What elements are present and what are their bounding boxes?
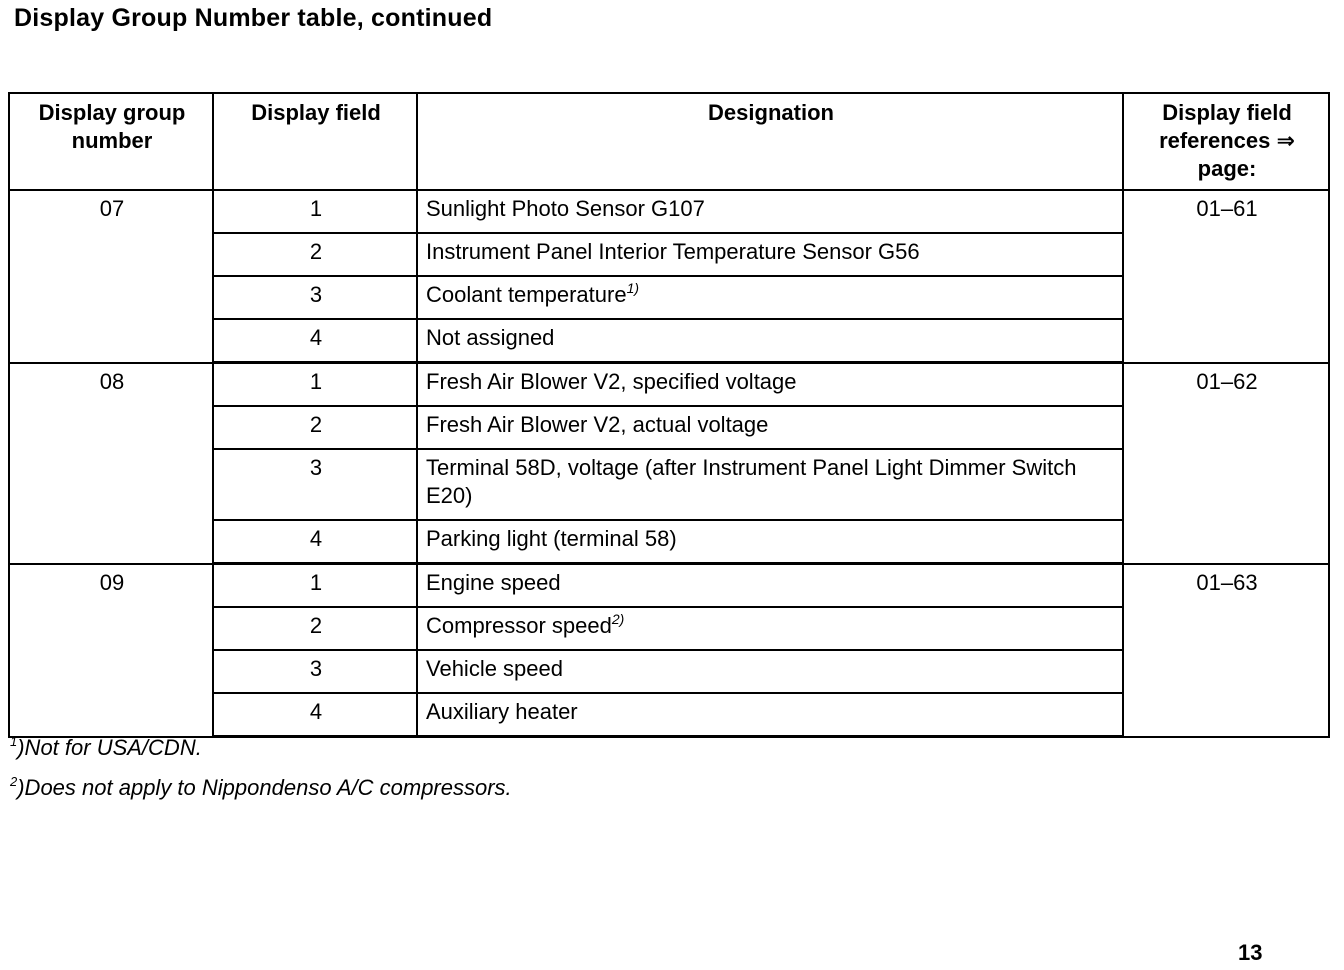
display-field-cell: 2 — [213, 406, 417, 449]
display-field-cell: 4 — [213, 693, 417, 737]
footnote-text: )Does not apply to Nippondenso A/C compressors. — [17, 775, 512, 800]
footnote-mark: 2 — [10, 774, 18, 789]
designation-text: Fresh Air Blower V2, specified voltage — [426, 369, 797, 394]
display-field-cell: 1 — [213, 190, 417, 233]
table-row — [9, 190, 1329, 233]
designation-text: Terminal 58D, voltage (after Instrument Panel Light Dimmer Switch E20) — [426, 455, 1077, 508]
designation-cell — [417, 607, 1123, 650]
display-field-cell: 2 — [213, 607, 417, 650]
footnote-reference: 1) — [626, 280, 640, 296]
footnote-text: )Not for USA/CDN. — [17, 735, 202, 760]
designation-cell — [417, 520, 1123, 564]
header-display-field: Display field — [213, 93, 417, 190]
designation-text: Vehicle speed — [426, 656, 563, 681]
display-field-cell: 3 — [213, 276, 417, 319]
footnote-mark: 1 — [10, 734, 18, 749]
reference-page-cell: 01–63 — [1123, 564, 1329, 737]
designation-cell — [417, 449, 1123, 520]
designation-cell — [417, 276, 1123, 319]
footnote-reference: 2) — [611, 611, 625, 627]
designation-text: Instrument Panel Interior Temperature Sensor G56 — [426, 239, 920, 264]
table-header-row — [9, 93, 1329, 190]
designation-text: Auxiliary heater — [426, 699, 578, 724]
designation-text: Compressor speed — [426, 613, 612, 638]
display-group-table — [8, 92, 1330, 738]
designation-cell — [417, 564, 1123, 608]
footnote-1 — [10, 730, 512, 770]
designation-text: Engine speed — [426, 570, 561, 595]
group-number-cell: 08 — [9, 363, 213, 564]
designation-cell — [417, 319, 1123, 363]
group-number-cell: 07 — [9, 190, 213, 363]
designation-cell — [417, 693, 1123, 737]
designation-cell — [417, 650, 1123, 693]
page-title: Display Group Number table, continued — [14, 4, 493, 32]
display-field-cell: 1 — [213, 363, 417, 407]
display-field-cell: 2 — [213, 233, 417, 276]
designation-text: Parking light (terminal 58) — [426, 526, 677, 551]
designation-text: Not assigned — [426, 325, 555, 350]
designation-cell — [417, 406, 1123, 449]
header-display-group-number: Display group number — [9, 93, 213, 190]
designation-cell — [417, 363, 1123, 407]
table-row — [9, 363, 1329, 407]
footnotes — [10, 730, 512, 810]
header-display-field-references: Display field references ⇒ page: — [1123, 93, 1329, 190]
reference-page-cell: 01–62 — [1123, 363, 1329, 564]
display-field-cell: 3 — [213, 650, 417, 693]
designation-text: Sunlight Photo Sensor G107 — [426, 196, 705, 221]
page-number: 13 — [1238, 940, 1263, 965]
designation-text: Coolant temperature — [426, 282, 627, 307]
display-field-cell: 4 — [213, 319, 417, 363]
footnote-2 — [10, 770, 512, 810]
reference-page-cell: 01–61 — [1123, 190, 1329, 363]
display-field-cell: 1 — [213, 564, 417, 608]
header-designation: Designation — [417, 93, 1123, 190]
display-field-cell: 4 — [213, 520, 417, 564]
group-number-cell: 09 — [9, 564, 213, 737]
designation-cell — [417, 233, 1123, 276]
designation-cell — [417, 190, 1123, 233]
designation-text: Fresh Air Blower V2, actual voltage — [426, 412, 769, 437]
display-field-cell: 3 — [213, 449, 417, 520]
table-row — [9, 564, 1329, 608]
